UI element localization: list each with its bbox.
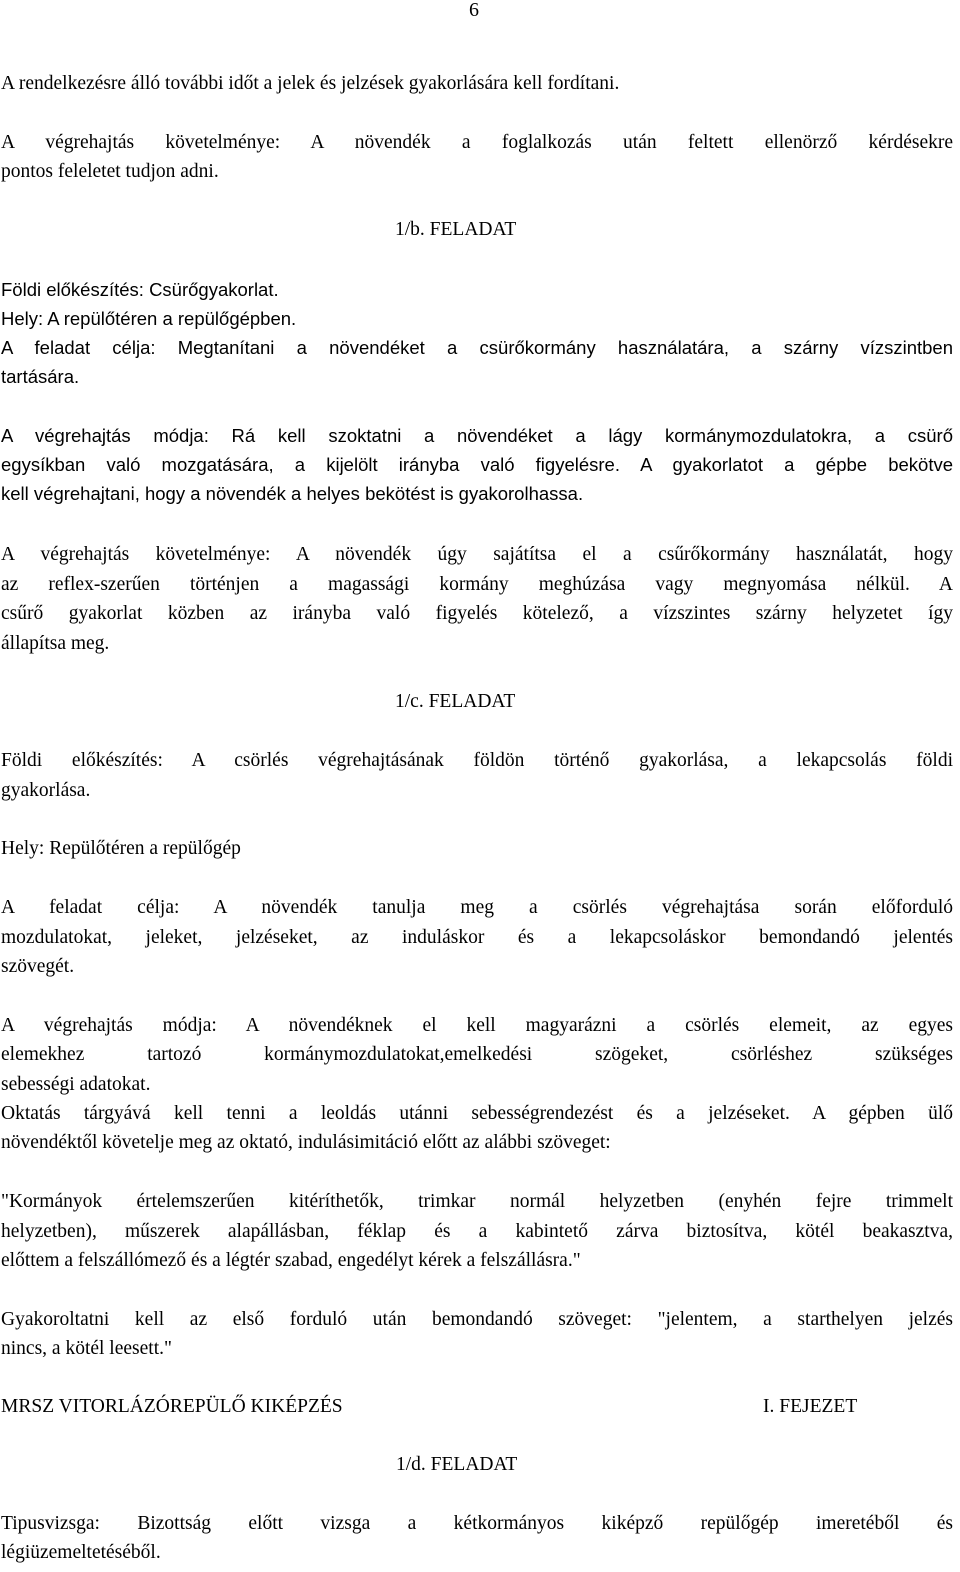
paragraph-line: A feladat célja: Megtanítani a növendéket a csürőkormány használatára, a szárny vízszintben <box>1 337 953 358</box>
paragraph-line: nincs, a kötél leesett." <box>1 1338 172 1359</box>
paragraph-line: pontos feleletet tudjon adni. <box>1 161 219 182</box>
paragraph-line: A végrehajtás módja: Rá kell szoktatni a növendéket a lágy kormánymozdulatokra, a csürő <box>1 425 953 446</box>
paragraph-line: A végrehajtás követelménye: A növendék a foglalkozás után feltett ellenörző kérdésekre <box>1 132 953 153</box>
task-heading: 1/b. FELADAT <box>395 219 517 240</box>
paragraph-line: Földi előkészítés: A csörlés végrehajtásának földön történő gyakorlása, a lekapcsolás földi <box>1 750 953 771</box>
paragraph-line: Gyakoroltatni kell az első forduló után bemondandó szöveget: "jelentem, a starthelyen jelzés <box>1 1309 953 1330</box>
paragraph-line: A végrehajtás módja: A növendéknek el kell magyarázni a csörlés elemeit, az egyes <box>1 1015 953 1036</box>
paragraph-line: légiüzemeltetéséből. <box>1 1542 161 1563</box>
paragraph-line: mozdulatokat, jeleket, jelzéseket, az induláskor és a lekapcsoláskor bemondandó jelentés <box>1 927 953 948</box>
paragraph-line: A feladat célja: A növendék tanulja meg a csörlés végrehajtása során előforduló <box>1 897 953 918</box>
paragraph-line: Oktatás tárgyává kell tenni a leoldás utánni sebességrendezést és a jelzéseket. A gépben ülő <box>1 1103 953 1124</box>
paragraph-line: tartására. <box>1 366 80 387</box>
paragraph-line: szövegét. <box>1 956 75 977</box>
paragraph-line: Hely: A repülőtéren a repülőgépben. <box>1 308 297 329</box>
chapter-footer-left: MRSZ VITORLÁZÓREPÜLŐ KIKÉPZÉS <box>1 1396 343 1417</box>
paragraph-line: A rendelkezésre álló további időt a jelek és jelzések gyakorlására kell fordítani. <box>1 73 620 94</box>
paragraph-line: állapítsa meg. <box>1 633 110 654</box>
chapter-footer-right: I. FEJEZET <box>763 1396 858 1417</box>
paragraph-line: "Kormányok értelemszerűen kitéríthetők, trimkar normál helyzetben (enyhén fejre trimmelt <box>1 1191 953 1212</box>
paragraph-line: csűrő gyakorlat közben az irányba való figyelés kötelező, a vízszintes szárny helyzetet így <box>1 603 953 624</box>
paragraph-line: A végrehajtás követelménye: A növendék úgy sajátítsa el a csűrőkormány használatát, hogy <box>1 544 953 565</box>
paragraph-line: növendéktől követelje meg az oktató, indulásimitáció előtt az alábbi szöveget: <box>1 1132 611 1153</box>
task-heading: 1/c. FELADAT <box>395 691 516 712</box>
paragraph-line: Tipusvizsga: Bizottság előtt vizsga a kétkormányos kiképző repülőgép imeretéből és <box>1 1513 953 1534</box>
paragraph-line: előttem a felszállómező és a légtér szabad, engedélyt kérek a felszállásra." <box>1 1250 581 1271</box>
paragraph-line: elemekhez tartozó kormánymozdulatokat,emelkedési szögeket, csörléshez szükséges <box>1 1044 953 1065</box>
paragraph-line: kell végrehajtani, hogy a növendék a helyes bekötést is gyakorolhassa. <box>1 483 584 504</box>
paragraph-line: sebességi adatokat. <box>1 1074 151 1095</box>
paragraph-line: Földi előkészítés: Csürőgyakorlat. <box>1 279 279 300</box>
page-number: 6 <box>469 0 479 21</box>
paragraph-line: gyakorlása. <box>1 780 91 801</box>
paragraph-line: az reflex-szerűen történjen a magassági kormány meghúzása vagy megnyomása nélkül. A <box>1 574 953 595</box>
paragraph-line: egysíkban való mozgatására, a kijelölt irányba való figyelésre. A gyakorlatot a gépbe bekötve <box>1 454 953 475</box>
task-heading: 1/d. FELADAT <box>396 1454 518 1475</box>
paragraph-line: helyzetben), műszerek alapállásban, féklap és a kabintető zárva biztosítva, kötél beakasztva, <box>1 1221 953 1242</box>
paragraph-line: Hely: Repülőtéren a repülőgép <box>1 838 241 859</box>
